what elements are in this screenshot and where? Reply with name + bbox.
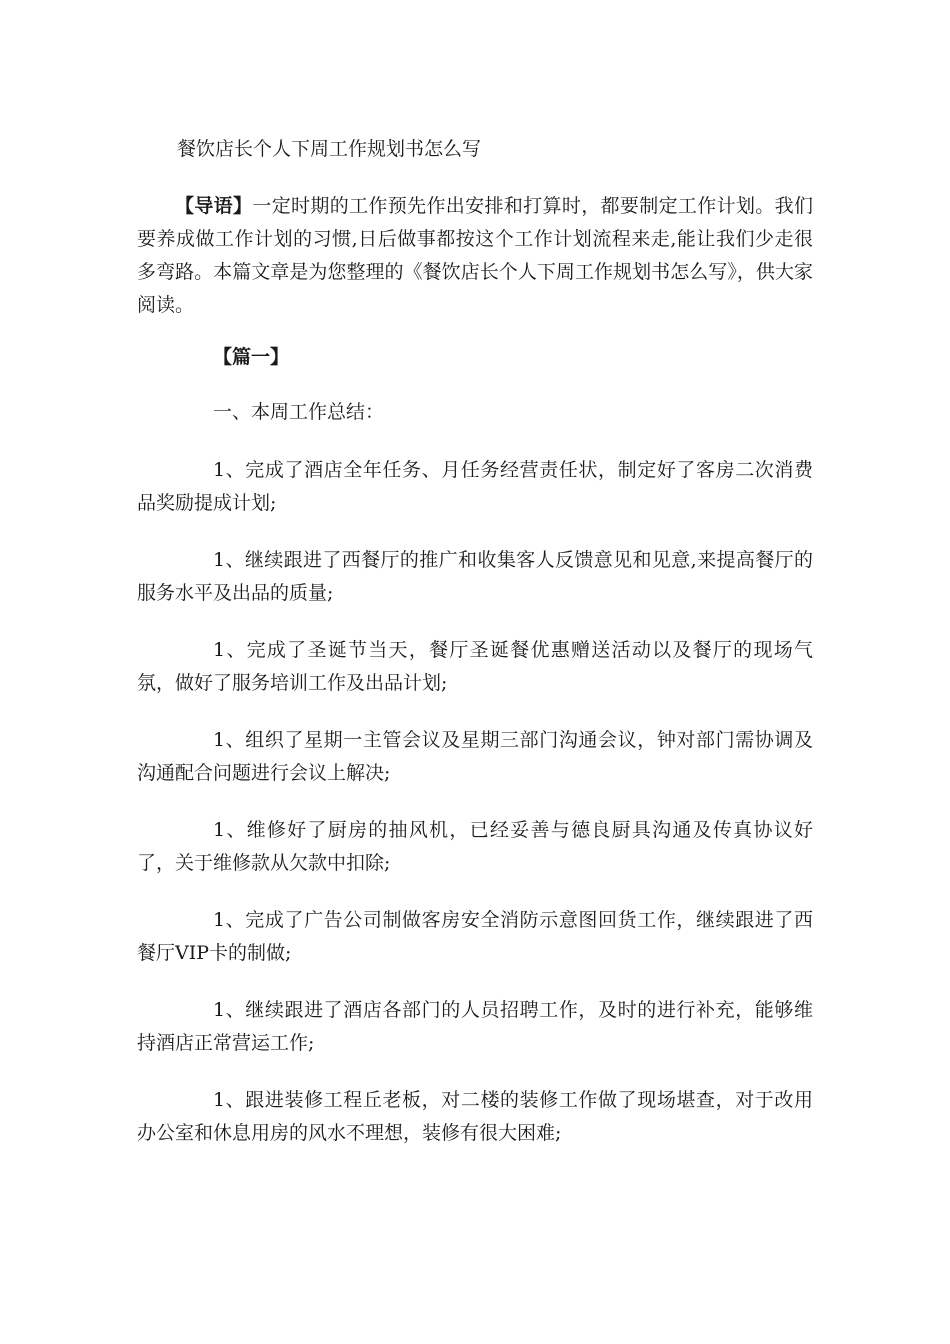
- list-item: 1、完成了酒店全年任务、月任务经营责任状，制定好了客房二次消费品奖励提成计划;: [137, 459, 813, 514]
- list-item: 1、维修好了厨房的抽风机，已经妥善与德良厨具沟通及传真协议好了，关于维修款从欠款中扣除;: [137, 819, 813, 874]
- intro-paragraph: [137, 190, 813, 322]
- list-item: 1、跟进装修工程丘老板，对二楼的装修工作做了现场堪查，对于改用办公室和休息用房的风水不理想，装修有很大困难;: [137, 1089, 813, 1144]
- list-item: 1、继续跟进了酒店各部门的人员招聘工作，及时的进行补充，能够维持酒店正常营运工作;: [137, 999, 813, 1054]
- list-item: 1、完成了圣诞节当天，餐厅圣诞餐优惠赠送活动以及餐厅的现场气氛，做好了服务培训工作及出品计划;: [137, 639, 813, 694]
- intro-tag: 【导语】: [175, 195, 253, 217]
- list-item: 1、继续跟进了西餐厅的推广和收集客人反馈意见和见意,来提高餐厅的服务水平及出品的质量;: [137, 549, 813, 604]
- list-item: 1、完成了广告公司制做客房安全消防示意图回货工作，继续跟进了西餐厅VIP卡的制做;: [137, 909, 813, 964]
- document-title: 餐饮店长个人下周工作规划书怎么写: [177, 138, 482, 160]
- summary-list: [137, 454, 813, 1174]
- section-heading: 一、本周工作总结：: [213, 401, 385, 423]
- list-item: 1、组织了星期一主管会议及星期三部门沟通会议，钟对部门需协调及沟通配合问题进行会议上解决;: [137, 729, 813, 784]
- intro-text: 一定时期的工作预先作出安排和打算时，都要制定工作计划。我们要养成做工作计划的习惯,日后做事都按这个工作计划流程来走,能让我们少走很多弯路。本篇文章是为您整理的《餐饮店长个人下周工作规划书怎么写》，供大家阅读。: [137, 195, 813, 316]
- section-label: 【篇一】: [213, 346, 290, 368]
